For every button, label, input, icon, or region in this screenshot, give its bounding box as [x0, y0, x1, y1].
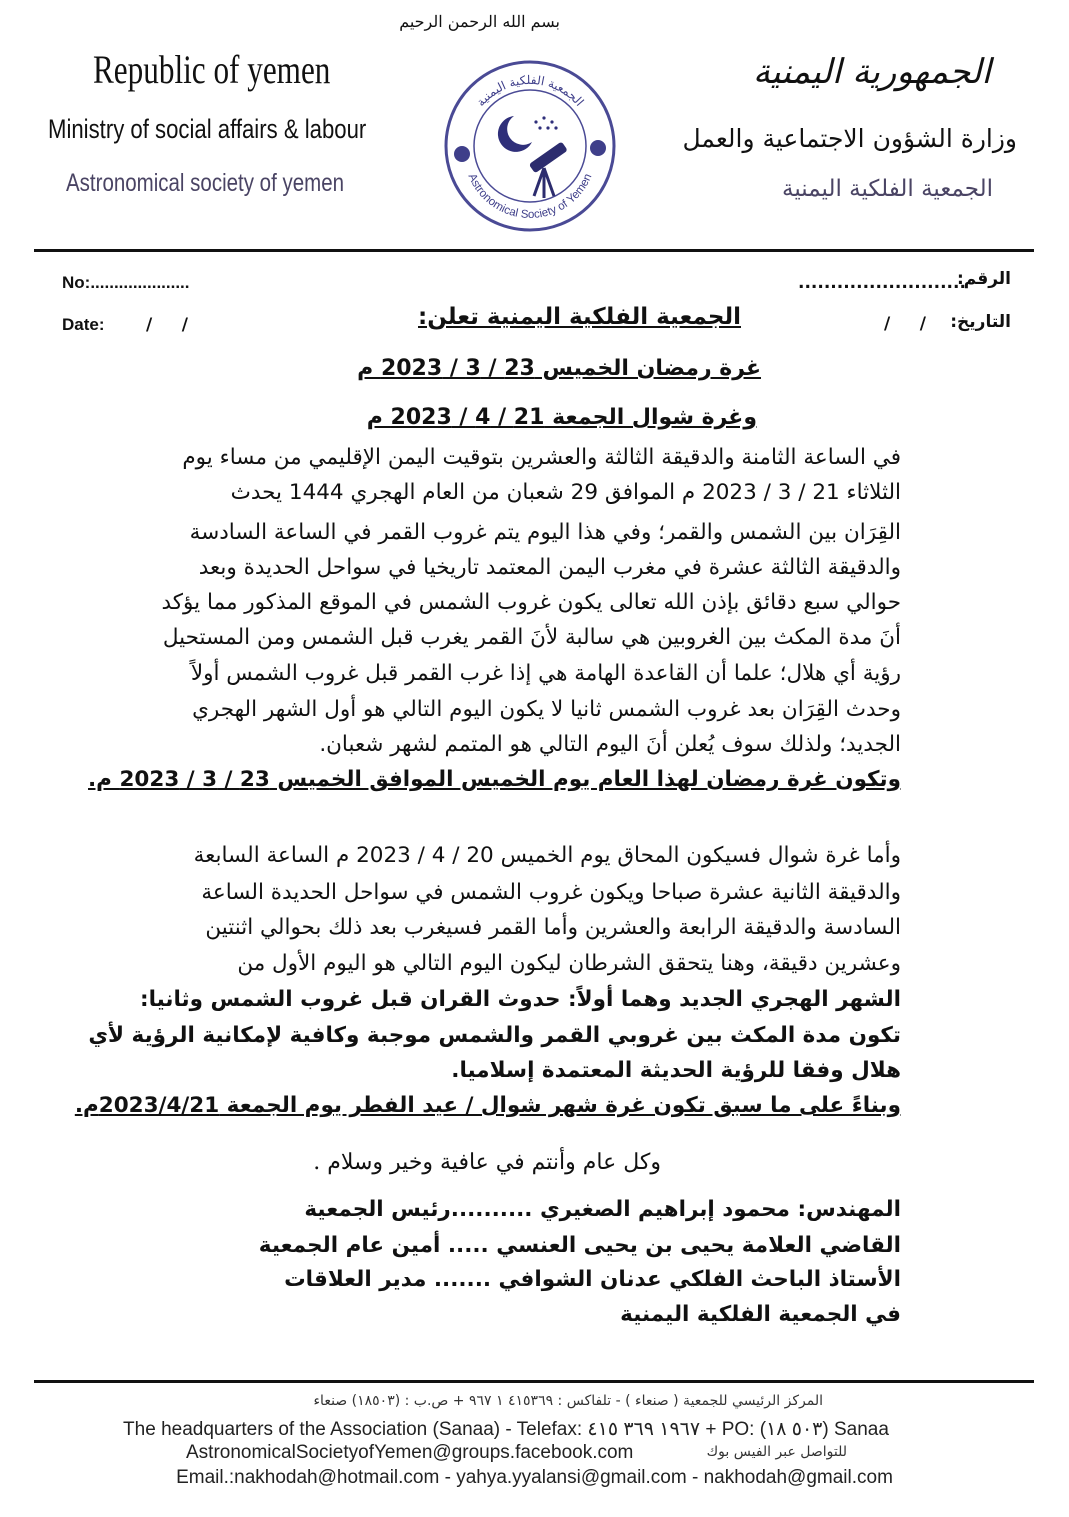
crescent-icon	[498, 116, 532, 152]
signature-line: المهندس: محمود إبراهيم الصغيري ..........رئيس الجمعية	[304, 1197, 901, 1222]
paragraph-line: الثلاثاء 21 / 3 / 2023 م الموافق 29 شعبان من العام الهجري 1444 يحدث	[230, 480, 901, 505]
ar-republic-title: الجمهورية اليمنية	[752, 52, 991, 92]
footer-arabic-address: المركز الرئيسي للجمعية ( صنعاء ) - تلفاكس : ٤١٥٣٦٩ ١ ٩٦٧ + ص.ب : (١٨٥٠٣) صنعاء	[313, 1393, 823, 1409]
paragraph-line: والدقيقة الثانية عشرة صباحا ويكون غروب الشمس في سواحل الحديدة الساعة	[201, 880, 901, 905]
ar-ministry-title: وزارة الشؤون الاجتماعية والعمل	[682, 124, 1017, 153]
header-divider	[34, 249, 1034, 252]
ramadan-date-heading: غرة رمضان الخميس 23 / 3 / 2023 م	[357, 356, 761, 381]
announcement-heading: الجمعية الفلكية اليمنية تعلن:	[418, 304, 741, 330]
raqm-label: الرقم:	[956, 269, 1011, 289]
paragraph-line: الجديد؛ ولذلك سوف يُعلن أنَ اليوم التالي هو المتمم لشهر شعبان.	[319, 732, 901, 757]
logo-english-ring-text: Astronomical Society of Yemen	[465, 171, 595, 222]
basmala: بسم الله الرحمن الرحيم	[399, 12, 560, 31]
signature-line: في الجمعية الفلكية اليمنية	[620, 1302, 901, 1327]
stars-icon	[534, 116, 557, 129]
tarikh-slashes: / /	[884, 314, 927, 334]
signature-line: الأستاذ الباحث الفلكي عدنان الشوافي ....... مدير العلاقات	[284, 1267, 901, 1292]
footer-english-address: The headquarters of the Association (Sanaa) - Telefax: ١٩٦٧ ٣٦٩ ٤١٥ + PO: (٥٠٣ ١٨) Sanaa	[123, 1419, 889, 1440]
en-ministry-title: Ministry of social affairs & labour	[48, 114, 367, 144]
logo-left-dot	[454, 146, 470, 162]
signature-line: القاضي العلامة يحيى بن يحيى العنسي ..... أمين عام الجمعية	[258, 1233, 901, 1258]
paragraph-line: وعشرين دقيقة، وهنا يتحقق الشرطان ليكون اليوم التالي هو اليوم الأول من	[237, 951, 901, 976]
footer-emails[interactable]: Email.:nakhodah@hotmail.com - yahya.yyalansi@gmail.com - nakhodah@gmail.com	[176, 1467, 893, 1488]
paragraph-line: هلال وفقا للرؤية الحديثة المعتمدة إسلاميا.	[451, 1058, 901, 1083]
shawwal-date-heading: وغرة شوال الجمعة 21 / 4 / 2023 م	[366, 405, 757, 430]
ar-society-title: الجمعية الفلكية اليمنية	[782, 176, 993, 202]
date-field-label: Date:	[62, 315, 105, 334]
logo-right-dot	[590, 140, 606, 156]
logo-inner-ring	[474, 90, 586, 202]
paragraph-line: القِرَان بين الشمس والقمر؛ وفي هذا اليوم يتم غروب القمر في الساعة السادسة	[189, 520, 901, 545]
paragraph-line: وحدث القِرَان بعد غروب الشمس ثانيا لا يكون اليوم التالي هو أول الشهر الهجري	[192, 697, 901, 722]
paragraph-line: رؤية أي هلال؛ علما أن القاعدة الهامة هي إذا غرب القمر قبل غروب الشمس أولاً	[190, 661, 901, 686]
telescope-icon	[529, 141, 568, 198]
paragraph-line: الشهر الهجري الجديد وهما أولاً: حدوث القران قبل غروب الشمس وثانيا:	[139, 987, 901, 1012]
logo-outer-ring	[446, 62, 614, 230]
tarikh-label: التاريخ:	[950, 312, 1011, 332]
number-field-label: No:.....................	[62, 273, 190, 292]
date-field-slashes: / /	[146, 315, 189, 335]
paragraph-line: السادسة والدقيقة الرابعة والعشرين وأما القمر فسيغرب بعد ذلك بحوالي اثنتين	[205, 915, 901, 940]
paragraph-line: أنَ مدة المكث بين الغروبين هي سالبة لأنَ القمر يغرب قبل الشمس ومن المستحيل	[162, 625, 901, 650]
logo-arabic-ring-text: الجمعية الفلكية اليمنية	[473, 72, 587, 109]
en-society-title: Astronomical society of yemen	[66, 169, 345, 197]
footer-facebook-link[interactable]: AstronomicalSocietyofYemen@groups.facebook.com	[186, 1442, 634, 1463]
paragraph-line: في الساعة الثامنة والدقيقة الثالثة والعشرين بتوقيت اليمن الإقليمي من مساء يوم	[182, 445, 901, 470]
raqm-dots: ..........................	[798, 273, 966, 293]
paragraph-line: والدقيقة الثالثة عشرة في مغرب اليمن المعتمد تاريخيا في سواحل الحديدة وبعد	[198, 555, 901, 580]
footer-divider	[34, 1380, 1034, 1383]
shawwal-conclusion: وبناءً على ما سبق تكون غرة شهر شوال / عيد الفطر يوم الجمعة 2023/4/21م.	[74, 1093, 901, 1118]
society-logo	[440, 56, 620, 236]
paragraph-line: وأما غرة شوال فسيكون المحاق يوم الخميس 20 / 4 / 2023 م الساعة السابعة	[193, 843, 901, 868]
paragraph-line: تكون مدة المكث بين غروبي القمر والشمس موجبة وكافية لإمكانية الرؤية لأي	[88, 1023, 901, 1048]
footer-facebook-label: للتواصل عبر الفيس بوك	[706, 1444, 847, 1460]
en-republic-title: Republic of yemen	[93, 47, 331, 92]
closing-greeting: وكل عام وأنتم في عافية وخير وسلام .	[313, 1150, 661, 1175]
paragraph-line: حوالي سبع دقائق بإذن الله تعالى يكون غروب الشمس في الموقع المذكور مما يؤكد	[161, 590, 901, 615]
ramadan-conclusion: وتكون غرة رمضان لهذا العام يوم الخميس الموافق الخميس 23 / 3 / 2023 م.	[88, 767, 901, 792]
